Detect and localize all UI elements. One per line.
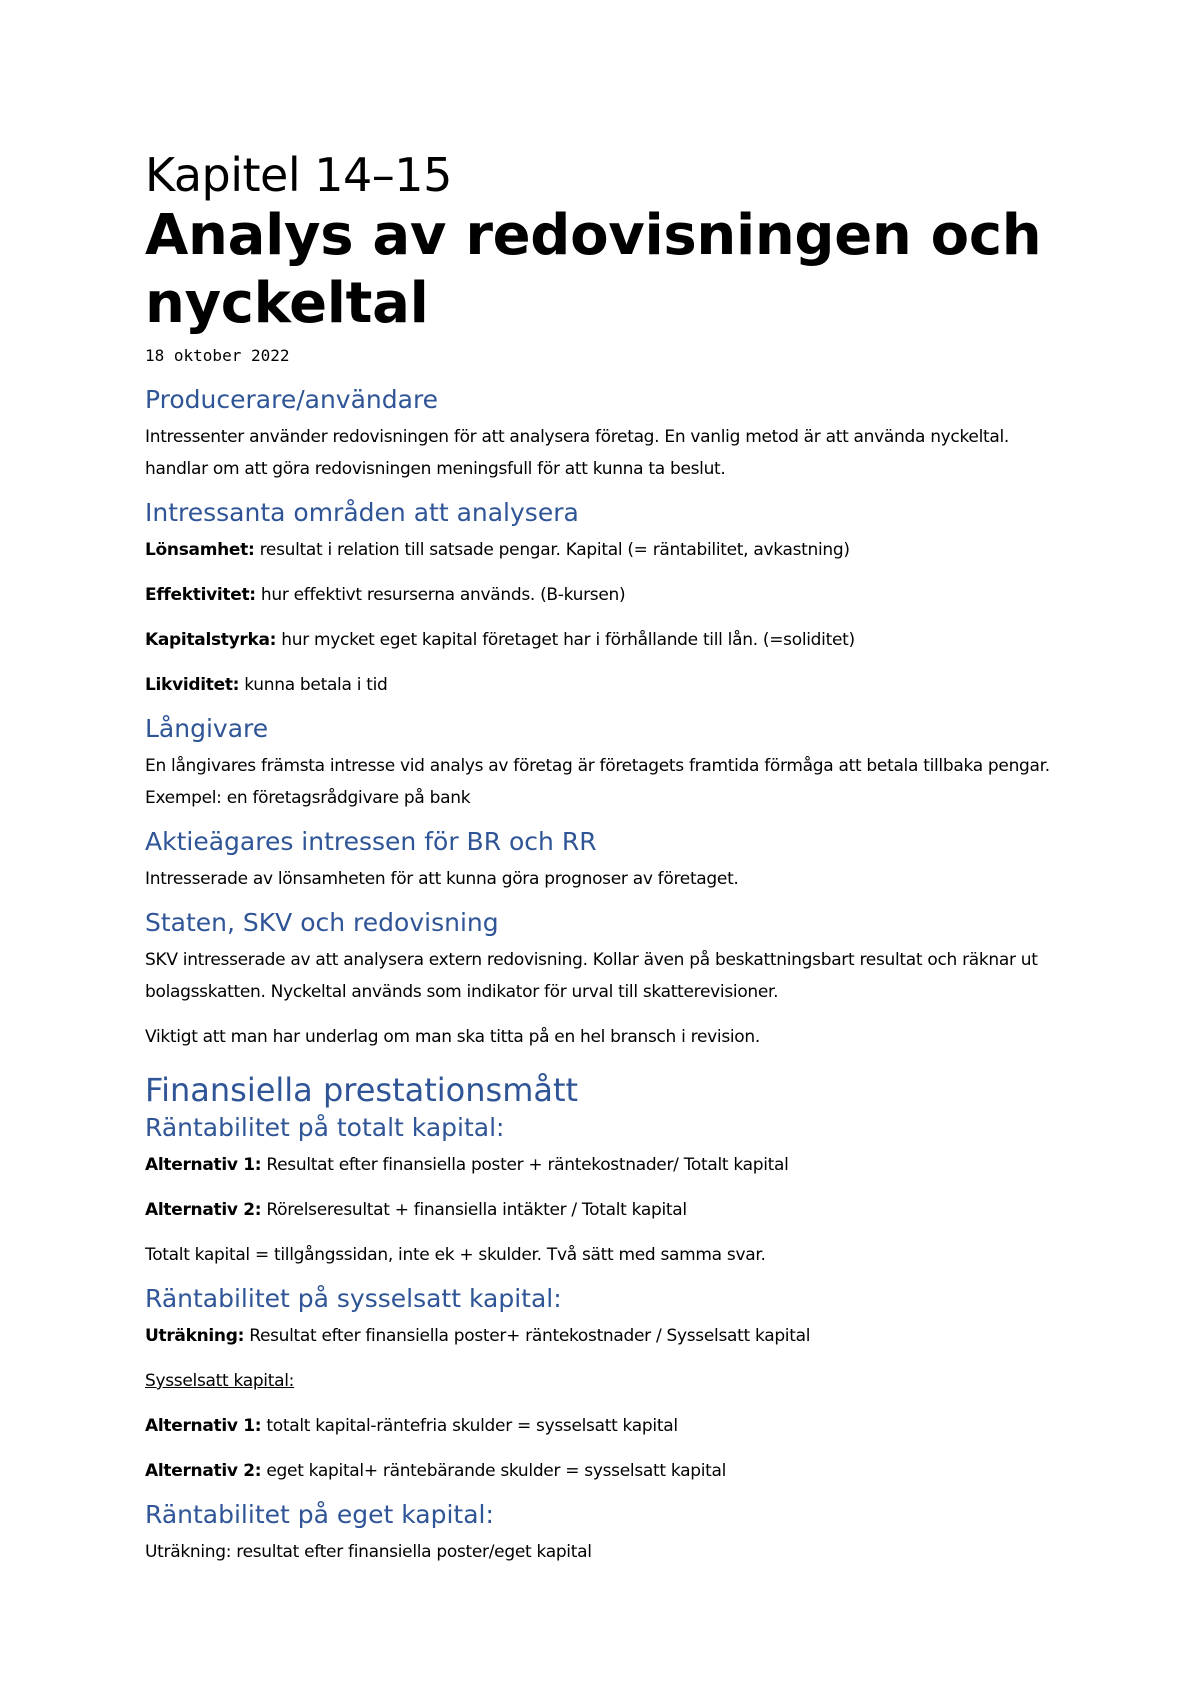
term-label: Alternativ 2: [145, 1200, 262, 1220]
term-text: totalt kapital-räntefria skulder = sysselsatt kapital [261, 1416, 678, 1436]
document-date: 18 oktober 2022 [145, 346, 290, 365]
paragraph-lenders: En långivares främsta intresse vid analys av företag är företagets framtida förmåga att betala tillbaka pengar. Exempel: en företagsrådgivare på bank [145, 756, 1050, 808]
area-profitability [145, 534, 1075, 566]
heading-areas: Intressanta områden att analysera [145, 498, 579, 527]
term-text: Resultat efter finansiella poster+ räntekostnader / Sysselsatt kapital [244, 1326, 811, 1346]
heading-producers: Producerare/användare [145, 385, 439, 414]
term-text: eget kapital+ räntebärande skulder = sysselsatt kapital [261, 1461, 727, 1481]
paragraph-state-2: Viktigt att man har underlag om man ska titta på en hel bransch i revision. [145, 1027, 760, 1047]
paragraph-shareholders: Intresserade av lönsamheten för att kunna göra prognoser av företaget. [145, 869, 739, 889]
term-label: Alternativ 1: [145, 1155, 262, 1175]
employed-capital-alt1 [145, 1410, 1075, 1442]
heading-shareholders: Aktieägares intressen för BR och RR [145, 827, 597, 856]
term-text: Resultat efter finansiella poster + räntekostnader/ Totalt kapital [261, 1155, 789, 1175]
area-efficiency [145, 579, 1075, 611]
document-content [145, 148, 1075, 1581]
heading-state: Staten, SKV och redovisning [145, 908, 499, 937]
equity-calc [145, 1536, 1075, 1568]
total-capital-alt1 [145, 1149, 1075, 1181]
term-label: Lönsamhet: [145, 540, 255, 560]
term-text: resultat i relation till satsade pengar. Kapital (= räntabilitet, avkastning) [254, 540, 850, 560]
term-label: Kapitalstyrka: [145, 630, 277, 650]
heading-total-capital: Räntabilitet på totalt kapital: [145, 1113, 505, 1142]
paragraph-producers: Intressenter använder redovisningen för att analysera företag. En vanlig metod är att använda nyckeltal. handlar om att göra redovisningen meningsfull för att kunna ta beslut. [145, 427, 1010, 479]
total-capital-alt2 [145, 1194, 1075, 1226]
term-label: Alternativ 2: [145, 1461, 262, 1481]
term-label: Effektivitet: [145, 585, 256, 605]
employed-capital-calc [145, 1320, 1075, 1352]
total-capital-note: Totalt kapital = tillgångssidan, inte ek + skulder. Två sätt med samma svar. [145, 1245, 766, 1265]
term-label: Likviditet: [145, 675, 240, 695]
term-text: Rörelseresultat + finansiella intäkter / Totalt kapital [261, 1200, 687, 1220]
term-text: resultat efter finansiella poster/eget kapital [231, 1542, 592, 1562]
underlined-label: Sysselsatt kapital: [145, 1371, 295, 1391]
document-title: Analys av redovisningen och nyckeltal [145, 203, 1042, 336]
term-text: kunna betala i tid [239, 675, 388, 695]
chapter-title: Kapitel 14–15 [145, 148, 452, 202]
heading-equity: Räntabilitet på eget kapital: [145, 1500, 494, 1529]
term-label: Uträkning: [145, 1542, 232, 1562]
term-text: hur mycket eget kapital företaget har i förhållande till lån. (=soliditet) [276, 630, 855, 650]
area-liquidity [145, 669, 1075, 701]
heading-financial-measures: Finansiella prestationsmått [145, 1071, 579, 1109]
employed-capital-alt2 [145, 1455, 1075, 1487]
heading-employed-capital: Räntabilitet på sysselsatt kapital: [145, 1284, 562, 1313]
employed-capital-subheading [145, 1365, 1075, 1397]
paragraph-state-1: SKV intresserade av att analysera extern redovisning. Kollar även på beskattningsbart resultat och räknar ut bolagsskatten. Nyckeltal används som indikator för urval till skatterevisioner. [145, 950, 1038, 1002]
heading-lenders: Långivare [145, 714, 269, 743]
area-capital-strength [145, 624, 1075, 656]
term-label: Alternativ 1: [145, 1416, 262, 1436]
term-text: hur effektivt resurserna används. (B-kursen) [255, 585, 626, 605]
term-label: Uträkning: [145, 1326, 245, 1346]
